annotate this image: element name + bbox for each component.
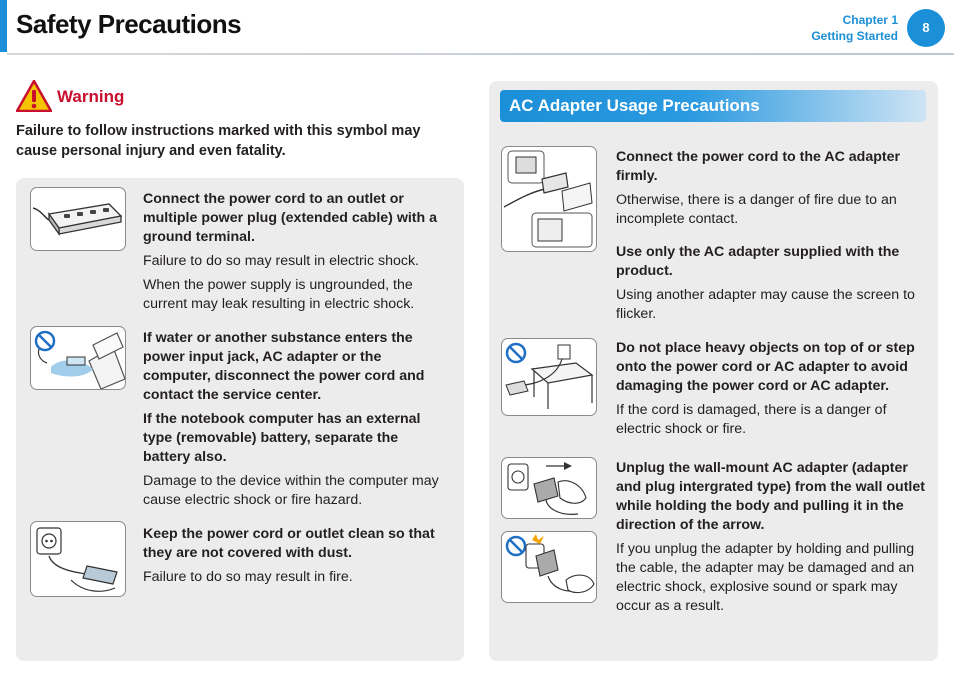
ac-adapter-connect-icon bbox=[501, 146, 597, 252]
power-strip-icon bbox=[30, 187, 126, 251]
unplug-by-cable-prohibited-icon bbox=[501, 531, 597, 603]
header-accent-bar bbox=[0, 0, 7, 52]
item-heading: If water or another substance enters the power input jack, AC adapter or the computer, disconnect the power cord and contact the service center. bbox=[143, 330, 425, 403]
right-item-1-text bbox=[616, 148, 928, 329]
item-body: When the power supply is ungrounded, the current may leak resulting in electric shock. bbox=[143, 277, 415, 312]
item-body: Otherwise, there is a danger of fire due to an incomplete contact. bbox=[616, 192, 897, 227]
chapter-section: Getting Started bbox=[811, 29, 898, 43]
left-item-3-text bbox=[143, 525, 455, 592]
item-body: Failure to do so may result in electric shock. bbox=[143, 253, 419, 269]
heavy-object-prohibited-icon bbox=[501, 338, 597, 416]
item-body: Damage to the device within the computer may cause electric shock or fire hazard. bbox=[143, 473, 439, 508]
item-heading: Connect the power cord to an outlet or multiple power plug (extended cable) with a ground terminal. bbox=[143, 191, 438, 245]
left-item-1-text bbox=[143, 190, 455, 319]
water-spill-prohibited-icon bbox=[30, 326, 126, 390]
header-divider bbox=[7, 53, 954, 55]
warning-label: Warning bbox=[57, 87, 125, 106]
item-heading: Unplug the wall-mount AC adapter (adapter and plug intergrated type) from the wall outlet while holding the body and pulling it in the direction of the arrow. bbox=[616, 460, 925, 533]
section-heading-bar bbox=[500, 90, 926, 122]
right-item-3-text bbox=[616, 459, 930, 621]
right-item-2-text bbox=[616, 339, 928, 444]
item-heading-secondary: If the notebook computer has an external type (removable) battery, separate the battery also. bbox=[143, 411, 421, 465]
warning-text: Failure to follow instructions marked with this symbol may cause personal injury and even fatality. bbox=[16, 123, 421, 159]
warning-triangle-icon bbox=[16, 80, 52, 112]
chapter-number: Chapter 1 bbox=[842, 13, 898, 27]
page-title: Safety Precautions bbox=[16, 9, 242, 39]
item-body: If you unplug the adapter by holding and pulling the cable, the adapter may be damaged and an electric shock, explosive sound or spark may occur as a result. bbox=[616, 541, 915, 614]
item-heading: Keep the power cord or outlet clean so that they are not covered with dust. bbox=[143, 526, 435, 561]
unplug-adapter-icon bbox=[501, 457, 597, 519]
item-heading-secondary: Use only the AC adapter supplied with the product. bbox=[616, 244, 900, 279]
page-number-badge: 8 bbox=[907, 9, 945, 47]
left-item-2-text bbox=[143, 329, 443, 515]
section-heading: AC Adapter Usage Precautions bbox=[509, 96, 760, 115]
item-body-secondary: Using another adapter may cause the screen to flicker. bbox=[616, 287, 915, 322]
item-heading: Connect the power cord to the AC adapter firmly. bbox=[616, 149, 901, 184]
item-body: Failure to do so may result in fire. bbox=[143, 569, 353, 585]
item-heading: Do not place heavy objects on top of or step onto the power cord or AC adapter to avoid damaging the power cord or AC adapter. bbox=[616, 340, 915, 394]
chapter-label bbox=[811, 12, 898, 44]
clean-outlet-icon bbox=[30, 521, 126, 597]
item-body: If the cord is damaged, there is a danger of electric shock or fire. bbox=[616, 402, 887, 437]
